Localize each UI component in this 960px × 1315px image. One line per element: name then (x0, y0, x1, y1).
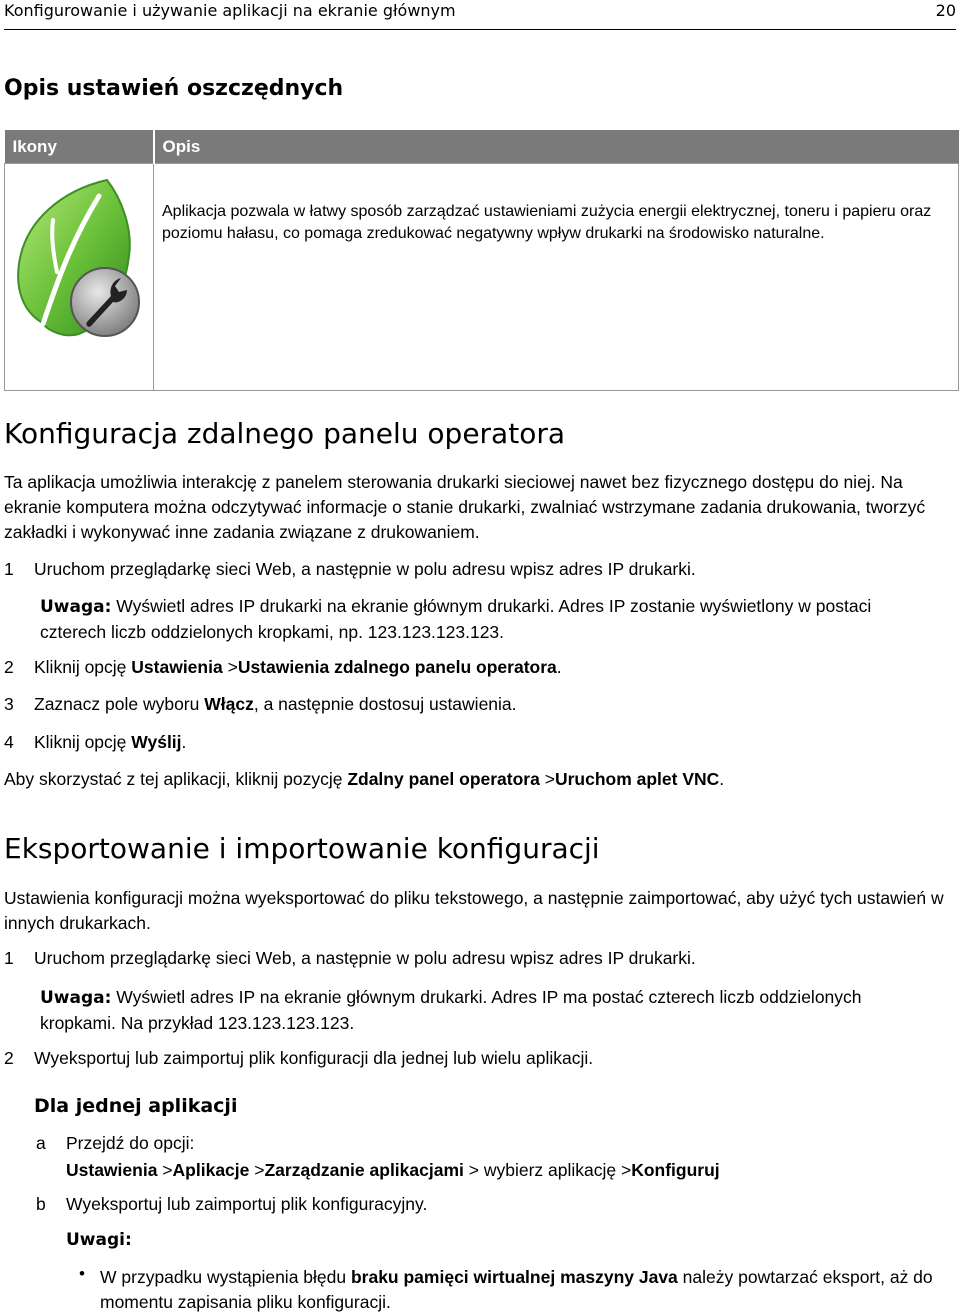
step-text: Uruchom przeglądarkę sieci Web, a następnie w polu adresu wpisz adres IP drukarki. (34, 559, 696, 579)
export-step-2 (4, 1046, 944, 1071)
bullet-text: W przypadku wystąpienia błędu (100, 1267, 351, 1287)
step-text-end: . (181, 732, 187, 752)
step-text: Wyeksportuj lub zaimportuj plik konfiguracji dla jednej lub wielu aplikacji. (34, 1048, 594, 1068)
notes-label (66, 1227, 960, 1253)
path-separator: > wybierz aplikację > (463, 1160, 632, 1180)
step-text-end: , a następnie dostosuj ustawienia. (253, 694, 517, 714)
substep-text: Wyeksportuj lub zaimportuj plik konfiguracyjny. (66, 1194, 428, 1214)
step-text: Uruchom przeglądarkę sieci Web, a następnie w polu adresu wpisz adres IP drukarki. (34, 948, 696, 968)
step-text-end: . (556, 657, 562, 677)
note-label: Uwaga: (40, 597, 112, 617)
step-text: Kliknij opcję (34, 732, 132, 752)
remote-outro (4, 767, 956, 792)
menu-path-settings: Ustawienia (131, 657, 223, 677)
menu-path-launch-vnc: Uruchom aplet VNC (554, 769, 720, 789)
menu-path (66, 1158, 946, 1183)
savings-heading: Opis ustawień oszczędnych (4, 76, 344, 101)
page-header (4, 0, 956, 24)
icon-cell (5, 164, 154, 391)
substep-text: Przejdź do opcji: (66, 1133, 195, 1153)
menu-path-configure: Konfiguruj (631, 1160, 720, 1180)
remote-intro: Ta aplikacja umożliwia interakcję z panelem sterowania drukarki sieciowej nawet bez fizycznego dostępu do niej. Na ekranie komputera można odczytywać informacje o stanie drukarki, zwalniać wstrzymane zadania drukowania, tworzyć zakładki i wykonywać inne zadania związane z drukowaniem. (4, 472, 926, 542)
substep-letter: b (36, 1194, 46, 1214)
bullet-text-end: należy powtarzać eksport, aż do momentu zapisania pliku konfiguracji. (100, 1267, 933, 1312)
step-number: 2 (4, 1048, 14, 1068)
step-number: 2 (4, 657, 14, 677)
remote-step-1 (4, 557, 944, 582)
path-separator: > (539, 769, 555, 789)
step-number: 3 (4, 694, 14, 714)
step-text: Kliknij opcję (34, 657, 132, 677)
step-number: 1 (4, 948, 14, 968)
outro-text: Aby skorzystać z tej aplikacji, kliknij pozycję (4, 769, 348, 789)
export-heading: Eksportowanie i importowanie konfiguracji (4, 832, 600, 865)
single-app-subheading: Dla jednej aplikacji (34, 1095, 238, 1117)
substep-a (36, 1131, 936, 1156)
bullet-error-name: braku pamięci wirtualnej maszyny Java (350, 1267, 678, 1287)
remote-step-4 (4, 730, 944, 755)
menu-path-app-management: Zarządzanie aplikacjami (264, 1160, 464, 1180)
note-text: Wyświetl adres IP drukarki na ekranie głównym drukarki. Adres IP zostanie wyświetlony w postaci czterech liczb oddzielonych kropkami, np. 123.123.123.123. (40, 596, 872, 642)
path-separator: > (157, 1160, 173, 1180)
bullet-item (100, 1265, 940, 1315)
header-title: Konfigurowanie i używanie aplikacji na ekranie głównym (4, 1, 456, 20)
savings-table (4, 130, 959, 391)
export-intro: Ustawienia konfiguracji można wyeksportować do pliku tekstowego, a następnie zaimportować, aby użyć tych ustawień w innych drukarkach. (4, 888, 944, 933)
note-text: Wyświetl adres IP na ekranie głównym drukarki. Adres IP ma postać czterech liczb oddzielonych kropkami. Na przykład 123.123.123.123. (40, 987, 862, 1033)
step-number: 4 (4, 732, 14, 752)
note-label: Uwaga: (40, 988, 112, 1008)
column-header-icons: Ikony (5, 130, 154, 164)
column-header-description: Opis (154, 130, 959, 164)
menu-path-remote-panel: Zdalny panel operatora (347, 769, 540, 789)
step-text: Zaznacz pole wyboru (34, 694, 205, 714)
savings-description: Aplikacja pozwala w łatwy sposób zarządzać ustawieniami zużycia energii elektrycznej, toneru i papieru oraz poziomu hałasu, co pomaga zredukować negatywny wpływ drukarki na środowisko naturalne. (162, 203, 932, 242)
page-number: 20 (935, 1, 956, 20)
remote-step-2 (4, 655, 944, 680)
remote-heading: Konfiguracja zdalnego panelu operatora (4, 417, 565, 450)
outro-text-end: . (719, 769, 725, 789)
remote-note (40, 594, 940, 645)
step-number: 1 (4, 559, 14, 579)
substep-b (36, 1192, 936, 1217)
leaf-wrench-icon (13, 172, 145, 352)
substep-letter: a (36, 1133, 46, 1153)
description-cell (154, 164, 959, 391)
option-submit: Wyślij (131, 732, 182, 752)
notes-label-text: Uwagi: (66, 1230, 132, 1250)
export-step-1 (4, 946, 944, 971)
path-separator: > (222, 657, 238, 677)
header-rule (4, 29, 956, 30)
remote-step-3 (4, 692, 944, 717)
menu-path-remote-panel-settings: Ustawienia zdalnego panelu operatora (237, 657, 557, 677)
menu-path-settings: Ustawienia (66, 1160, 158, 1180)
export-note (40, 985, 940, 1036)
path-separator: > (249, 1160, 265, 1180)
bullet-icon: • (79, 1264, 85, 1283)
option-enable: Włącz (204, 694, 254, 714)
menu-path-apps: Aplikacje (172, 1160, 250, 1180)
